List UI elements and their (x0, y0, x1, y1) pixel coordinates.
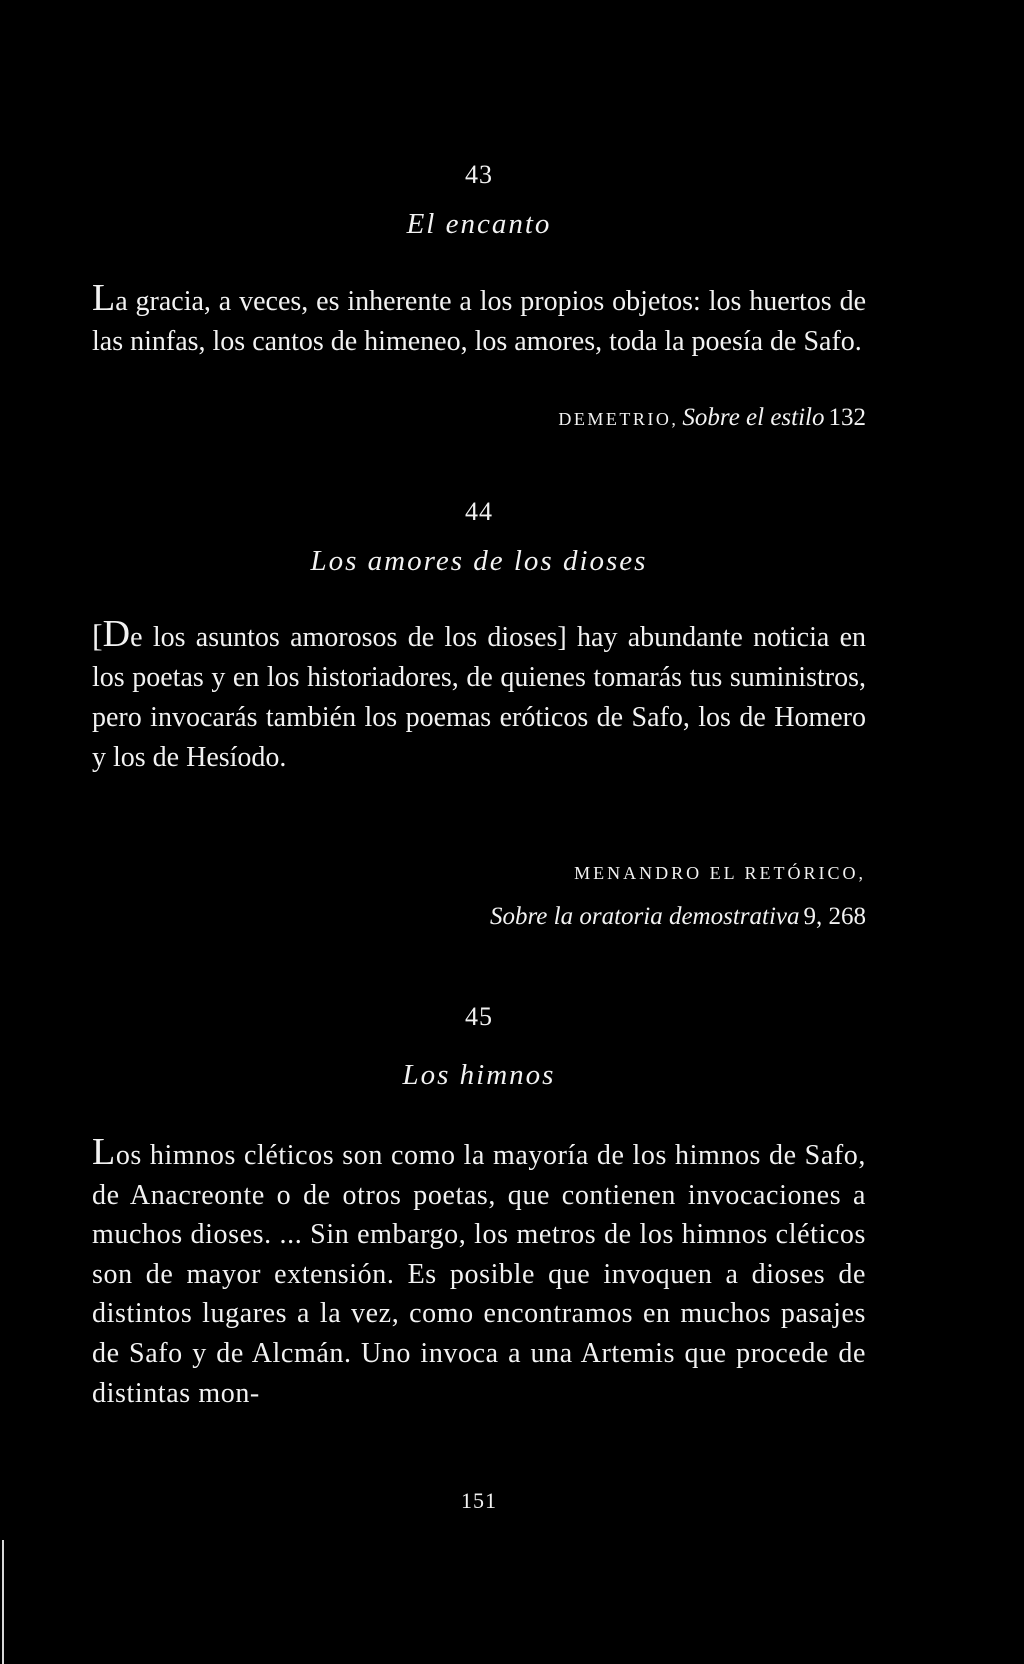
citation (490, 903, 866, 931)
section-title: Los himnos (402, 1059, 556, 1091)
section-title: El encanto (406, 208, 552, 240)
citation-ref: 9, 268 (803, 903, 866, 930)
paragraph-text: e los asuntos amorosos de los dioses] hay abundante noticia en los poetas y en los historiadores, de quienes tomarás tus suministros, pero invocarás también los poemas eróticos de Safo, los de Homero y los de Hesíodo. (92, 622, 866, 773)
scan-edge-line (2, 1540, 4, 1664)
citation-ref: 132 (828, 404, 866, 431)
section-number: 45 (465, 1002, 493, 1031)
paragraph-text: a gracia, a veces, es inherente a los propios objetos: los huertos de las ninfas, los cantos de himeneo, los amores, toda la poesía de Safo. (92, 286, 866, 357)
section-paragraph (92, 277, 866, 361)
paragraph-text: os himnos cléticos son como la mayoría de los himnos de Safo, de Anacreonte o de otros poetas, que contienen invocaciones a muchos dioses. ... Sin embargo, los metros de los himnos cléticos son de mayor extensión. Es posible que invoquen a dioses de distintos lugares a la vez, como encontramos en muchos pasajes de Safo y de Alcmán. Uno invoca a una Artemis que procede de distintas mon- (92, 1140, 866, 1409)
citation-author: DEMETRIO, (558, 409, 679, 429)
citation-work: Sobre la oratoria demostrativa (490, 903, 800, 930)
section-paragraph (92, 613, 866, 778)
citation-author: MENANDRO EL RETÓRICO, (574, 863, 866, 883)
drop-cap: D (102, 613, 131, 655)
section-title: Los amores de los dioses (310, 545, 648, 577)
section-number: 43 (465, 160, 493, 189)
opening-bracket: [ (92, 617, 103, 653)
citation (558, 404, 866, 432)
citation-work: Sobre el estilo (682, 404, 825, 431)
section-paragraph (92, 1131, 866, 1413)
drop-cap: L (92, 1131, 116, 1173)
page-number: 151 (461, 1488, 497, 1513)
drop-cap: L (92, 277, 116, 319)
section-number: 44 (465, 497, 493, 526)
